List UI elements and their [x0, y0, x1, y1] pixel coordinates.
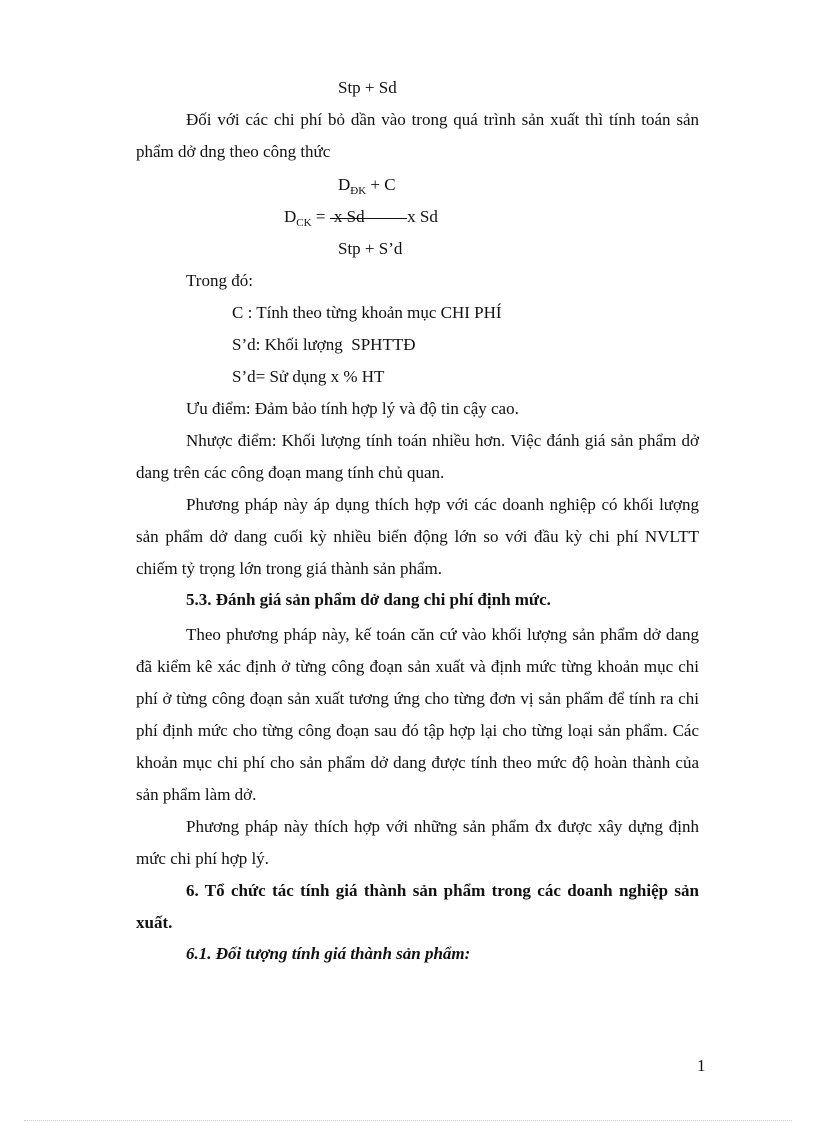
formula-main-line: [284, 205, 438, 235]
numerator-subscript: ĐK: [350, 185, 367, 197]
formula-top-denominator: Stp + Sd: [338, 78, 397, 97]
rhs-multiplier: x Sd: [407, 207, 438, 226]
applicability-paragraph: Phương pháp này áp dụng thích hợp với các doanh nghiệp có khối lượng sản phẩm dở dang cuối kỳ nhiều biến động lớn so với đầu kỳ chi phí NVLTT chiếm tỷ trọng lớn trong giá thành sản phẩm.: [136, 495, 699, 578]
numerator-symbol: D: [338, 175, 351, 194]
definition-item: S’d= Sử dụng x % HT: [232, 367, 385, 386]
where-label: Trong đó:: [186, 271, 253, 290]
paragraph-intro: Đối với các chi phí bỏ dần vào trong quá trình sản xuất thì tính toán sản phẩm dở dng theo công thức: [136, 110, 699, 161]
heading-5-3: 5.3. Đánh giá sản phẩm dở dang chi phí định mức.: [186, 590, 551, 609]
definition-item: S’d: Khối lượng SPHTTĐ: [232, 335, 416, 354]
fraction-bar-text: x Sd: [330, 205, 407, 229]
formula-numerator: [338, 173, 396, 203]
page-number: 1: [697, 1056, 706, 1075]
definition-item: C : Tính theo từng khoản mục CHI PHÍ: [232, 303, 502, 322]
disadvantage-paragraph: Nhược điểm: Khối lượng tính toán nhiều hơn. Việc đánh giá sản phẩm dở dang trên các công đoạn mang tính chủ quan.: [136, 431, 699, 482]
paragraph-5-3-b: Phương pháp này thích hợp với những sản phẩm đx được xây dựng định mức chi phí hợp lý.: [136, 817, 699, 868]
paragraph-5-3: Theo phương pháp này, kế toán căn cứ vào khối lượng sản phẩm dở dang đã kiểm kê xác định ở từng công đoạn sản xuất và định mức từng khoản mục chi phí ở từng công đoạn sản xuất tương ứng cho từng đơn vị sản phẩm để tính ra chi phí định mức cho từng công đoạn sau đó tập hợp lại cho từng loại sản phẩm. Các khoản mục chi phí cho sản phẩm dở dang được tính theo mức độ hoàn thành của sản phẩm làm dở.: [136, 625, 699, 804]
lhs-subscript: CK: [296, 217, 312, 229]
equals-sign: =: [311, 207, 330, 226]
page-divider: [24, 1120, 792, 1121]
heading-6: 6. Tổ chức tác tính giá thành sản phẩm trong các doanh nghiệp sản xuất.: [136, 881, 699, 932]
heading-6-1: 6.1. Đối tượng tính giá thành sản phẩm:: [186, 944, 471, 963]
formula-denominator: Stp + S’d: [338, 239, 403, 258]
numerator-rest: + C: [366, 175, 396, 194]
lhs-symbol: D: [284, 207, 297, 226]
advantage-paragraph: Ưu điểm: Đảm bảo tính hợp lý và độ tin cậy cao.: [186, 399, 519, 418]
